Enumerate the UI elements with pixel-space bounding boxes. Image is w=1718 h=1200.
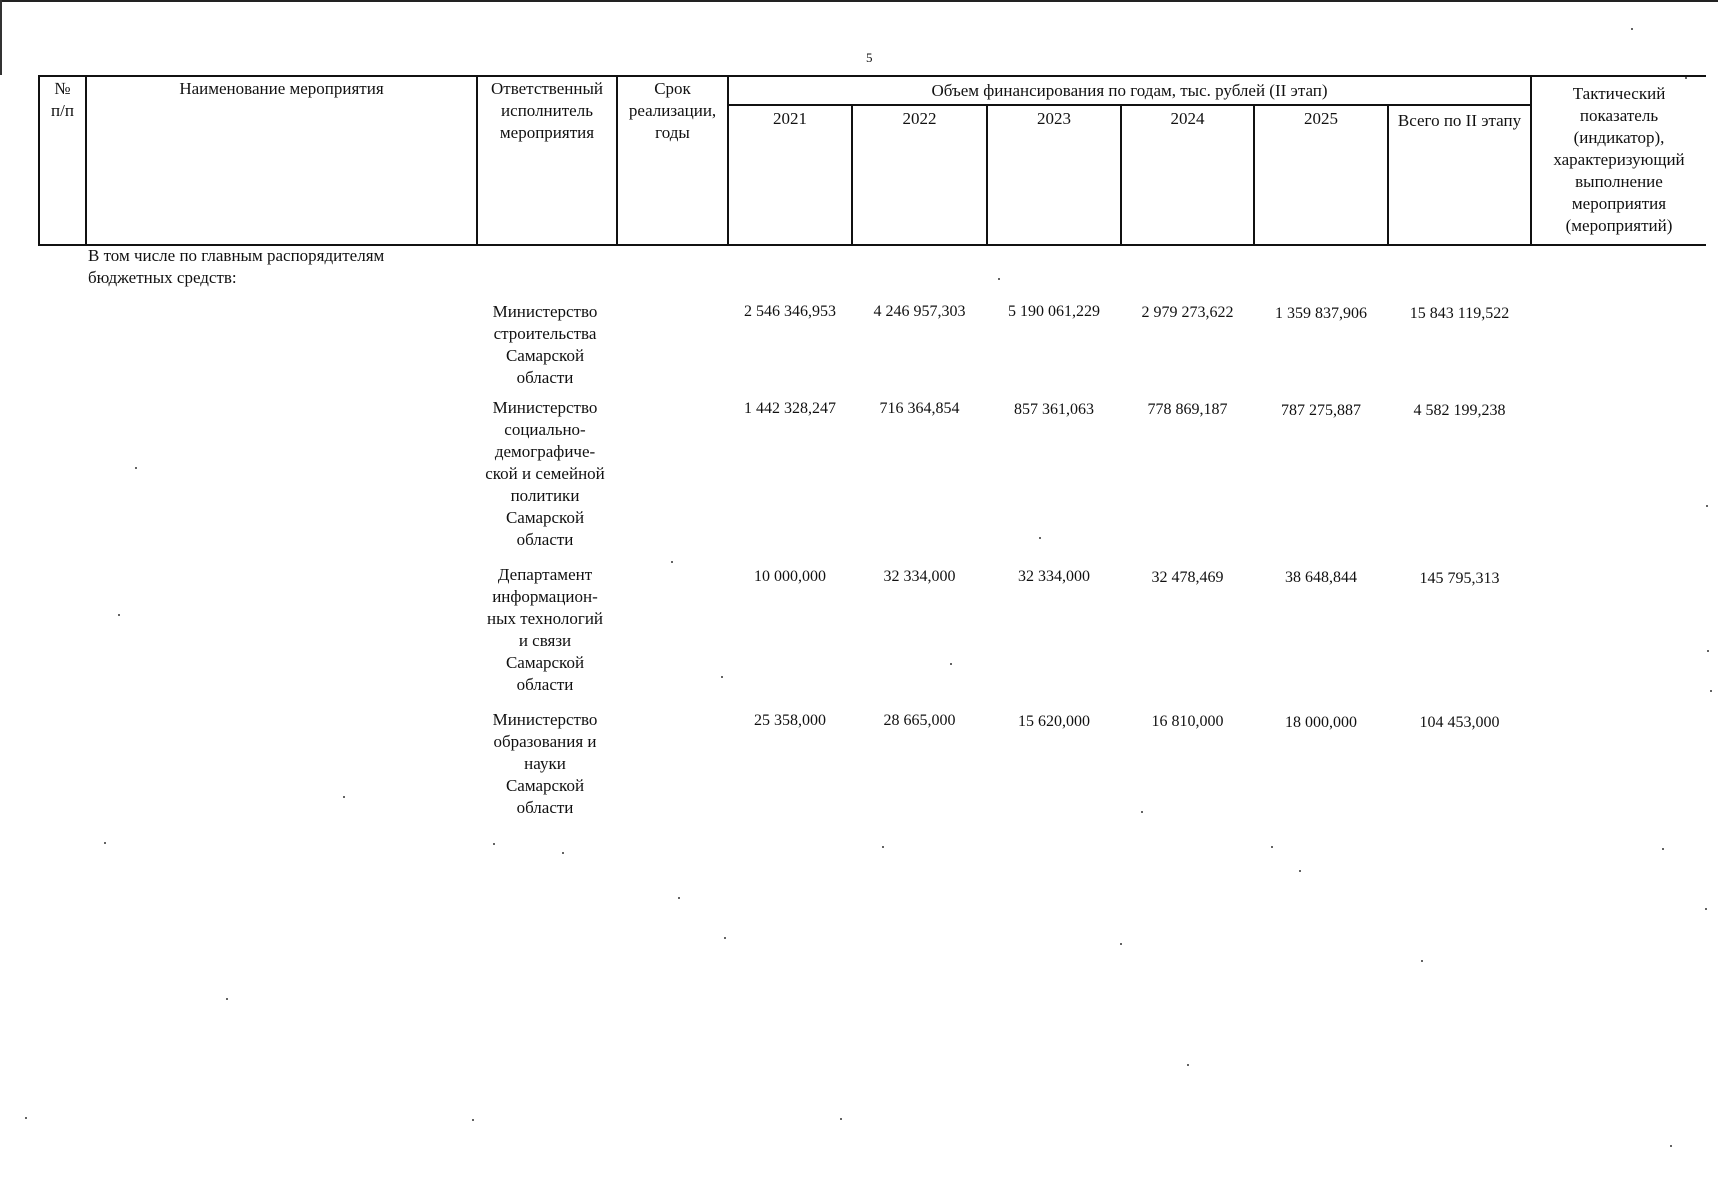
scan-speck [724, 937, 726, 939]
scan-speck [1120, 943, 1122, 945]
header-year-2025: 2025 [1304, 109, 1338, 128]
header-year-rule [727, 104, 1532, 106]
scan-speck [343, 796, 345, 798]
scan-speck [135, 467, 137, 469]
scan-speck [671, 561, 673, 563]
row-executor: Департамент информацион- ных технологий и связи Самарской области [486, 565, 604, 694]
header-col-number: № п/п [51, 79, 74, 120]
page-number: 5 [866, 50, 873, 65]
scan-speck [998, 278, 1000, 280]
scan-edge-left [0, 0, 2, 75]
scan-speck [1039, 537, 1041, 539]
scan-speck [1670, 1145, 1672, 1147]
scan-speck [118, 614, 120, 616]
row-value-2024: 2 979 273,622 [1141, 304, 1234, 321]
header-col-name: Наименование мероприятия [179, 79, 384, 98]
scan-speck [1421, 960, 1423, 962]
header-col-total: Всего по II этапу [1397, 111, 1522, 130]
row-total: 145 795,313 [1419, 570, 1500, 587]
header-col-term: Срок реализации, годы [628, 79, 717, 142]
scan-speck [1662, 848, 1664, 850]
scan-speck [840, 1118, 842, 1120]
scan-speck [721, 676, 723, 678]
scan-speck [1299, 870, 1301, 872]
row-executor: Министерство образования и науки Самарской области [492, 710, 598, 817]
header-col-executor: Ответственный исполнитель мероприятия [491, 79, 603, 142]
header-year-2023: 2023 [1037, 109, 1071, 128]
row-total: 4 582 199,238 [1413, 402, 1506, 419]
row-total: 104 453,000 [1419, 714, 1500, 731]
scan-speck [1707, 650, 1709, 652]
row-value-2023: 15 620,000 [1018, 713, 1090, 730]
header-year-2021: 2021 [773, 109, 807, 128]
header-divider [85, 75, 87, 246]
scan-speck [25, 1117, 27, 1119]
scan-speck [1685, 77, 1687, 79]
row-total: 15 843 119,522 [1409, 305, 1510, 322]
header-col-indicator: Тактический показатель (индикатор), характеризующий выполнение мероприятия (мероприятий) [1553, 84, 1685, 235]
row-value-2022: 32 334,000 [883, 568, 956, 585]
row-value-2021: 25 358,000 [754, 712, 826, 729]
header-col-financing: Объем финансирования по годам, тыс. рублей (II этап) [931, 81, 1328, 100]
row-value-2023: 857 361,063 [1014, 401, 1094, 418]
row-value-2021: 10 000,000 [754, 568, 826, 585]
header-year-2022: 2022 [902, 109, 937, 128]
row-value-2022: 716 364,854 [879, 400, 960, 417]
scan-speck [882, 846, 884, 848]
row-executor: Министерство социально- демографиче- ской и семейной политики Самарской области [485, 398, 605, 549]
scan-speck [1271, 846, 1273, 848]
scan-speck [678, 897, 680, 899]
scan-speck [1631, 28, 1633, 30]
scan-speck [950, 663, 952, 665]
row-value-2023: 5 190 061,229 [1008, 303, 1100, 320]
scan-speck [104, 842, 106, 844]
row-value-2025: 1 359 837,906 [1275, 305, 1367, 322]
row-value-2023: 32 334,000 [1018, 568, 1090, 585]
group-caption: В том числе по главным распорядителям бюджетных средств: [88, 246, 385, 287]
row-value-2024: 32 478,469 [1151, 569, 1224, 586]
row-value-2024: 778 869,187 [1147, 401, 1228, 418]
scan-speck [1187, 1064, 1189, 1066]
scan-speck [1706, 505, 1708, 507]
row-value-2025: 787 275,887 [1281, 402, 1361, 419]
row-value-2025: 38 648,844 [1285, 569, 1357, 586]
row-value-2024: 16 810,000 [1151, 713, 1224, 730]
scan-speck [226, 998, 228, 1000]
row-executor: Министерство строительства Самарской области [492, 302, 598, 387]
row-value-2021: 2 546 346,953 [744, 303, 836, 320]
scan-speck [1710, 690, 1712, 692]
scan-edge-top [0, 0, 1718, 2]
row-value-2025: 18 000,000 [1285, 714, 1357, 731]
header-top-rule [38, 75, 1706, 77]
scan-speck [472, 1119, 474, 1121]
header-year-2024: 2024 [1170, 109, 1205, 128]
scan-speck [1141, 811, 1143, 813]
scan-speck [562, 852, 564, 854]
scan-speck [1705, 908, 1707, 910]
row-value-2022: 4 246 957,303 [873, 303, 966, 320]
row-value-2022: 28 665,000 [883, 712, 956, 729]
scan-speck [493, 843, 495, 845]
row-value-2021: 1 442 328,247 [744, 400, 836, 417]
